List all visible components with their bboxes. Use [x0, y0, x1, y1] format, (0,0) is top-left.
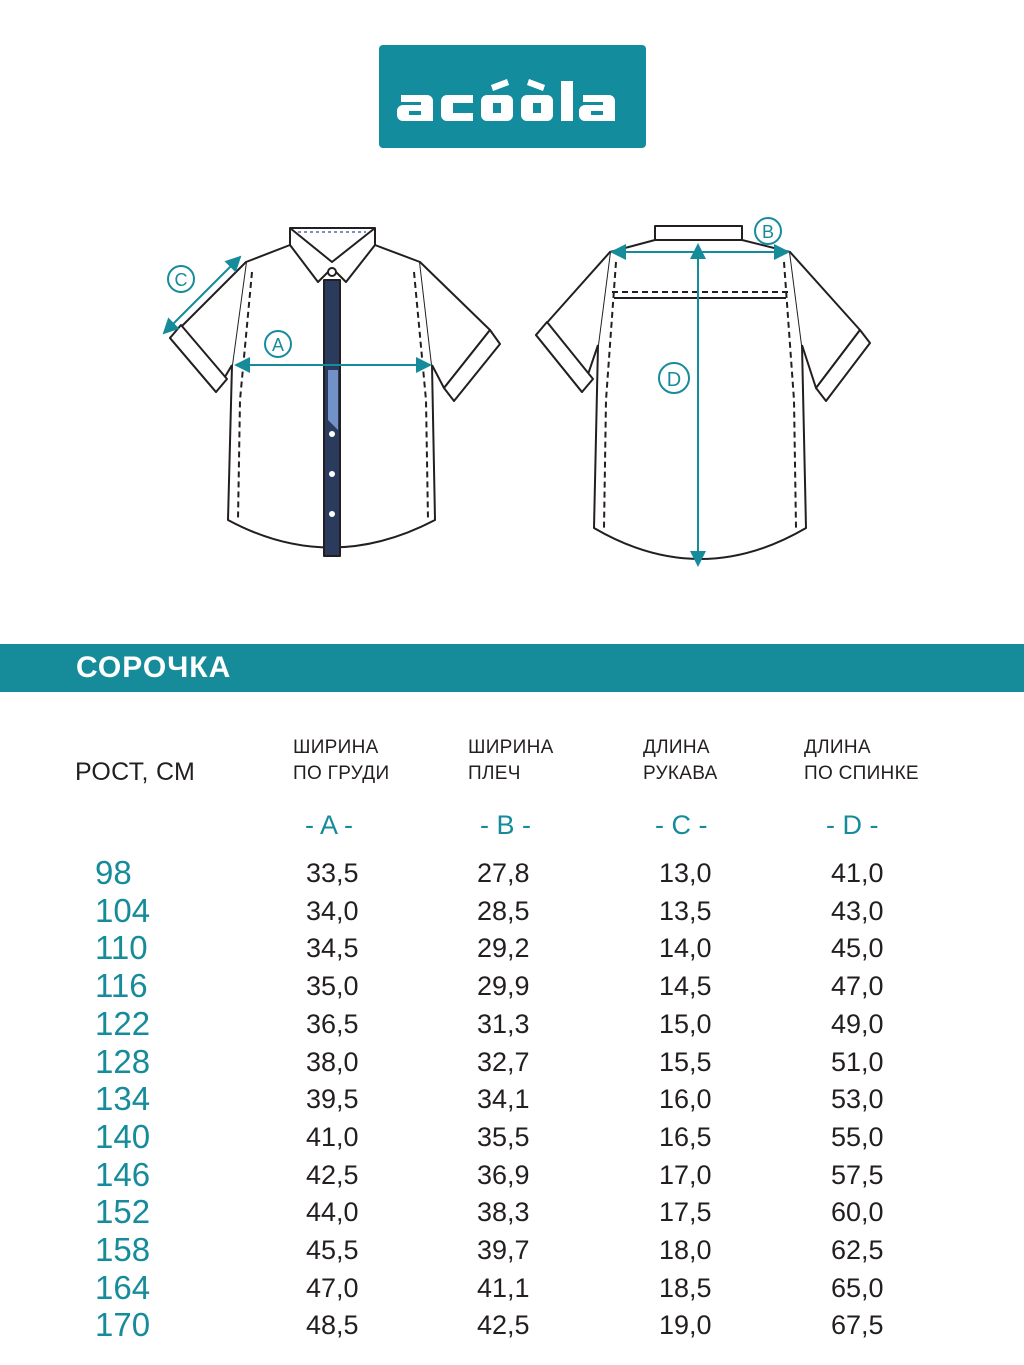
- height-cell: 170: [95, 1306, 151, 1344]
- sleeve-length-cell: 16,5: [659, 1121, 712, 1152]
- chest-width-cell: 41,0: [306, 1121, 359, 1152]
- back-length-cell: 57,5: [831, 1159, 884, 1190]
- shoulder-width-cell: 31,3: [477, 1008, 530, 1039]
- column-letter-c: - C -: [655, 810, 708, 840]
- height-cell: 152: [95, 1193, 151, 1231]
- height-cell: 134: [95, 1080, 151, 1118]
- column-header-d: [804, 735, 919, 787]
- sleeve-length-cell: 13,5: [659, 895, 712, 926]
- sleeve-length-cell: 17,5: [659, 1197, 712, 1228]
- svg-text:C: C: [174, 270, 188, 290]
- height-cell: 116: [95, 967, 148, 1005]
- sleeve-length-cell: 16,0: [659, 1084, 712, 1115]
- chest-width-cell: 45,5: [306, 1235, 359, 1265]
- shoulder-width-cell: 39,7: [477, 1235, 530, 1265]
- table-row: [0, 892, 1024, 930]
- height-cell: 128: [95, 1042, 151, 1080]
- chest-width-cell: 44,0: [306, 1197, 359, 1228]
- chest-width-cell: 34,5: [306, 933, 359, 964]
- chest-width-cell: 34,0: [306, 895, 359, 926]
- table-row: [0, 1080, 1024, 1118]
- height-cell: 158: [95, 1231, 151, 1268]
- chest-width-cell: 47,0: [306, 1272, 359, 1303]
- shoulder-width-cell: 38,3: [477, 1197, 530, 1228]
- back-length-cell: 53,0: [831, 1084, 884, 1115]
- shoulder-width-cell: 35,5: [477, 1121, 530, 1152]
- column-header-d-line1: ДЛИНА: [804, 737, 871, 758]
- table-row: [0, 1231, 1024, 1269]
- column-header-d-line2: ПО СПИНКЕ: [804, 763, 919, 784]
- table-row: [0, 1118, 1024, 1156]
- back-length-cell: 45,0: [831, 933, 884, 964]
- back-length-cell: 51,0: [831, 1046, 884, 1077]
- back-length-cell: 49,0: [831, 1008, 884, 1039]
- back-length-cell: 60,0: [831, 1197, 884, 1228]
- table-row: [0, 1005, 1024, 1043]
- column-header-a-line2: ПО ГРУДИ: [293, 763, 390, 784]
- chest-width-cell: 39,5: [306, 1084, 359, 1115]
- height-cell: 140: [95, 1117, 151, 1155]
- table-row: [0, 854, 1024, 892]
- measure-mark-d: [659, 363, 689, 393]
- height-cell: 164: [95, 1268, 151, 1306]
- chest-width-cell: 35,0: [306, 971, 359, 1002]
- height-cell: 122: [95, 1004, 151, 1042]
- back-length-cell: 62,5: [831, 1235, 884, 1265]
- column-header-a-line1: ШИРИНА: [293, 737, 379, 758]
- height-cell: 98: [95, 854, 132, 891]
- table-row: [0, 1193, 1024, 1231]
- svg-text:D: D: [666, 369, 682, 391]
- sleeve-length-cell: 15,0: [659, 1008, 712, 1039]
- chest-width-cell: 48,5: [306, 1310, 359, 1341]
- shoulder-width-cell: 32,7: [477, 1046, 530, 1077]
- back-length-cell: 41,0: [831, 858, 884, 888]
- column-letter-b: - B -: [480, 810, 531, 840]
- back-length-cell: 47,0: [831, 971, 884, 1002]
- table-row: [0, 1269, 1024, 1307]
- shirt-measurement-diagram: [0, 200, 1024, 580]
- section-title: СОРОЧКА: [76, 651, 232, 684]
- height-column-header: РОСТ, СМ: [75, 758, 196, 786]
- sleeve-length-cell: 14,5: [659, 971, 712, 1002]
- height-cell: 146: [95, 1155, 151, 1193]
- chest-width-cell: 33,5: [306, 858, 359, 888]
- sleeve-length-cell: 18,5: [659, 1272, 712, 1303]
- svg-text:B: B: [761, 222, 775, 242]
- shirt-back-drawing: [536, 226, 870, 559]
- column-letter-d: - D -: [826, 810, 879, 840]
- logo-wordmark: [379, 45, 646, 148]
- table-row: [0, 929, 1024, 967]
- table-row: [0, 1156, 1024, 1194]
- back-length-cell: 67,5: [831, 1310, 884, 1341]
- sleeve-length-cell: 15,5: [659, 1046, 712, 1077]
- height-cell: 104: [95, 891, 151, 929]
- column-header-c-line2: РУКАВА: [643, 763, 718, 784]
- column-header-b-line2: ПЛЕЧ: [468, 763, 521, 784]
- column-header-c-line1: ДЛИНА: [643, 737, 710, 758]
- sleeve-length-cell: 13,0: [659, 858, 712, 888]
- back-length-cell: 55,0: [831, 1121, 884, 1152]
- height-cell: 110: [95, 929, 148, 967]
- shoulder-width-cell: 29,9: [477, 971, 530, 1002]
- chest-width-cell: 36,5: [306, 1008, 359, 1039]
- sleeve-length-cell: 14,0: [659, 933, 712, 964]
- measure-mark-a: [265, 331, 291, 357]
- column-letter-a: - A -: [305, 810, 354, 840]
- column-header-b-line1: ШИРИНА: [468, 737, 554, 758]
- table-row: [0, 1306, 1024, 1344]
- measure-mark-b: [755, 218, 781, 244]
- column-header-c: [643, 735, 718, 787]
- table-row: [0, 967, 1024, 1005]
- chest-width-cell: 38,0: [306, 1046, 359, 1077]
- back-length-cell: 43,0: [831, 895, 884, 926]
- shoulder-width-cell: 27,8: [477, 858, 530, 888]
- shoulder-width-cell: 41,1: [477, 1272, 530, 1303]
- column-header-a: [293, 735, 389, 787]
- shoulder-width-cell: 28,5: [477, 895, 530, 926]
- shoulder-width-cell: 36,9: [477, 1159, 530, 1190]
- brand-logo: [379, 45, 646, 148]
- sleeve-length-cell: 18,0: [659, 1235, 712, 1265]
- svg-text:A: A: [271, 335, 285, 355]
- column-header-b: [468, 735, 554, 787]
- measure-mark-c: [168, 266, 194, 292]
- shoulder-width-cell: 29,2: [477, 933, 530, 964]
- shoulder-width-cell: 34,1: [477, 1084, 530, 1115]
- sleeve-length-cell: 17,0: [659, 1159, 712, 1190]
- sleeve-length-cell: 19,0: [659, 1310, 712, 1341]
- back-length-cell: 65,0: [831, 1272, 884, 1303]
- table-row: [0, 1043, 1024, 1081]
- section-banner: [0, 644, 1024, 692]
- shoulder-width-cell: 42,5: [477, 1310, 530, 1341]
- chest-width-cell: 42,5: [306, 1159, 359, 1190]
